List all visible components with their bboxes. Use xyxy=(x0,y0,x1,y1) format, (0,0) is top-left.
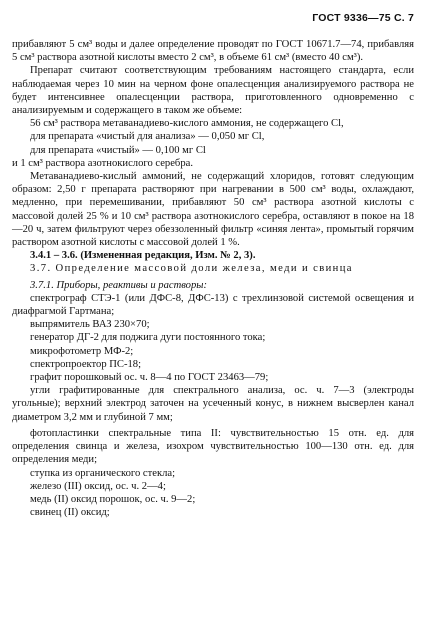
paragraph: прибавляют 5 см³ воды и далее определение проводят по ГОСТ 10671.7—74, прибавляя 5 см³ раствора азотной кислоты вместо 2 см³, в объеме 61 см³ (вместо 40 см³). xyxy=(12,39,414,64)
list-item: спектропроектор ПС-18; xyxy=(30,358,142,370)
list-item: выпрямитель ВАЗ 230×70; xyxy=(30,319,150,331)
paragraph: Метаванадиево-кислый аммоний, не содержащий хлоридов, готовят следующим образом: 2,50 г препарата растворяют при нагревании в 500 см³ воды, охлаждают, медленно, при перемешивании, прибавляют 50 см³ раствора азотной кислоты с массовой долей 25 % и 10 см³ раствора азотнокислого серебра, оставляют в покое на 18—20 ч, затем фильтруют через обеззоленный фильтр «синяя лента», промытый горячим раствором азотной кислоты с массовой долей 1 %. xyxy=(12,171,414,249)
page-header: ГОСТ 9336—75 С. 7 xyxy=(312,12,414,24)
list-item: угли графитированные для спектрального анализа, ос. ч. 7—3 (электроды угольные); верхний электрод заточен на усеченный конус, в нижнем высверлен канал диаметром 3,2 мм и глубиной 7 мм; xyxy=(12,385,414,423)
section-heading: 3.7. Определение массовой доли железа, меди и свинца xyxy=(30,263,353,275)
list-item: свинец (II) оксид; xyxy=(30,507,110,519)
list-item: генератор ДГ-2 для поджига дуги постоянного тока; xyxy=(30,332,266,344)
list-item: железо (III) оксид, ос. ч. 2—4; xyxy=(30,480,166,492)
paragraph: для препарата «чистый для анализа» — 0,050 мг Cl, xyxy=(30,131,265,143)
list-item: ступка из органического стекла; xyxy=(30,467,176,479)
paragraph: Препарат считают соответствующим требованиям настоящего стандарта, если наблюдаемая через 10 мин на черном фоне опалесценция анализируемого раствора не будет интенсивнее опалесценции раствора, приготовленного одновременно с анализируемым и содержащего в таком же объеме: xyxy=(12,65,414,117)
paragraph: для препарата «чистый» — 0,100 мг Cl xyxy=(30,144,206,156)
subsection-heading: 3.7.1. Приборы, реактивы и растворы: xyxy=(30,279,207,291)
paragraph: 56 см³ раствора метаванадиево-кислого аммония, не содержащего Cl, xyxy=(30,118,344,130)
list-item: графит порошковый ос. ч. 8—4 по ГОСТ 23463—79; xyxy=(30,372,269,384)
paragraph: и 1 см³ раствора азотнокислого серебра. xyxy=(12,157,193,169)
amendment-note: 3.4.1 – 3.6. (Измененная редакция, Изм. № 2, 3). xyxy=(30,250,256,262)
document-body xyxy=(12,38,414,519)
list-item: спектрограф СТЭ-1 (или ДФС-8, ДФС-13) с трехлинзовой системой освещения и диафрагмой Гартмана; xyxy=(12,292,414,318)
list-item: медь (II) оксид порошок, ос. ч. 9—2; xyxy=(30,493,196,505)
list-item: микрофотометр МФ-2; xyxy=(30,345,134,357)
list-item: фотопластинки спектральные типа II: чувствительностью 15 отн. ед. для определения свинца и железа, изохром чувствительностью 100—130 отн. ед. для определения меди; xyxy=(12,427,414,466)
